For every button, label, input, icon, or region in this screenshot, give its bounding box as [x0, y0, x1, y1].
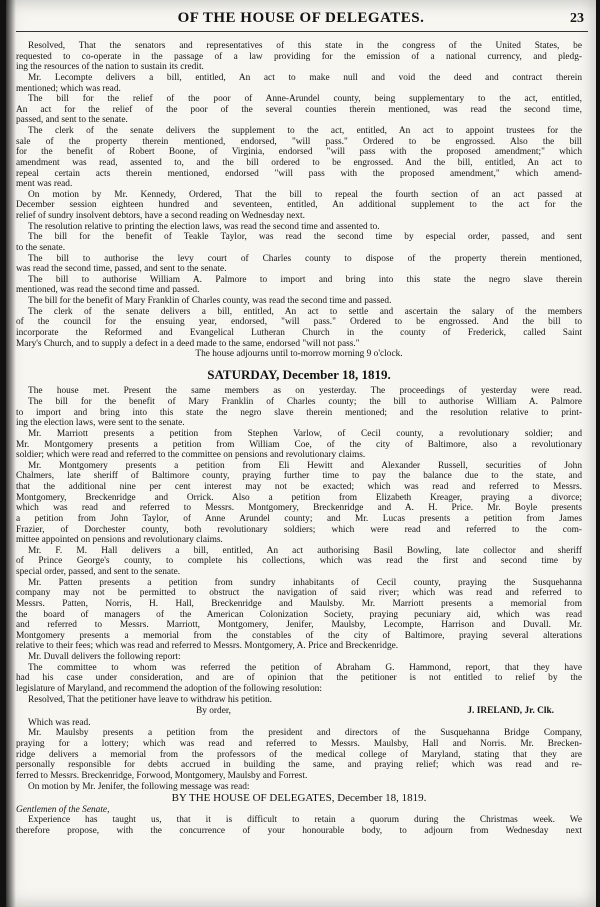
text-line: sale of the property therein mentioned, endorsed, "will pass." Ordered to be engrossed. Also the bill — [16, 136, 582, 147]
text-line: relief of sundry insolvent debtors, have a second reading on Wednesday next. — [16, 211, 305, 221]
text-line: The bill to authorise William A. Palmore to import and bring into this state the negro slave therein — [28, 274, 582, 285]
text-line: Chalmers, late sheriff of Baltimore county, praying further time to pay the balance due to the state, and — [16, 471, 582, 482]
text-line: praying for a lottery; which was read and referred to Messrs. Maulsby, Hall and Norris. Mr. Brecken- — [16, 739, 582, 749]
text-line: On motion by Mr. Kennedy, Ordered, That the bill to repeal the fourth section of an act passed at — [28, 189, 582, 200]
text-line: passed, and sent to the senate. — [16, 115, 128, 126]
text-line: Mr. Montgomery presents a petition from Eli Hewitt and Alexander Russell, securities of John — [28, 460, 582, 471]
text-line: An act for the relief of the poor of the several counties therein mentioned, was read the second time, — [16, 104, 582, 115]
text-line: a petition from John Taylor, of Anne Arundel county; and Mr. Lucas presents a petition from James — [16, 513, 582, 524]
text-line: mentioned; which was read. — [16, 83, 121, 94]
text-line: that the additional nine per cent interest may not be exacted; which was read and referred to Messrs. — [16, 482, 582, 492]
text-line: The clerk of the senate delivers the supplement to the act, entitled, An act to appoint trustees for the — [28, 126, 582, 136]
text-line: Resolved, That the senators and representatives of this state in the congress of the United States, be — [28, 41, 582, 51]
document-page — [6, 0, 596, 907]
text-line: amendment was read, assented to, and the bill ordered to be engrossed. And the bill, entitled, An act to — [16, 157, 582, 168]
text-line: of Prince George's county, to complete his collections, which was read the first and second time by — [16, 556, 582, 567]
text-line: ferred to Messrs. Breckenridge, Forwood, Montgomery, Maulsby and Forrest. — [16, 770, 308, 781]
page-header — [6, 10, 596, 30]
text-line: Messrs. Patten, Norris, H. Hall, Breckenridge and Maulsby. Mr. Marriott presents a memorial from — [16, 598, 582, 609]
text-line: ing the election laws, were sent to the senate. — [16, 418, 185, 429]
text-line: The committee to whom was referred the petition of Abraham G. Hammond, report, that they have — [28, 662, 582, 673]
text-line: special order, passed, and sent to the senate. — [16, 567, 181, 577]
text-line: relative to their fees; which was read and referred to Messrs. Montgomery, A. Price and Breckenridge. — [16, 641, 399, 652]
text-line: The bill to authorise the levy court of Charles county to dispose of the property therein mentioned, — [28, 253, 582, 264]
signature-row — [16, 706, 582, 717]
text-line: Mary's Church, and to supply a defect in a deed made to the same, endorsed "will not pass." — [16, 338, 360, 349]
text-line: and referred to Messrs. Marriott, Montgomery, Jenifer, Maulsby, Lecompte, Harrison and Duvall. Mr. — [16, 620, 582, 631]
text-line: mentioned, was read the second time and passed. — [16, 285, 200, 296]
text-line: Frazier, of Dorchester county, both revolutionary soldiers; which were read and referred to the com- — [16, 524, 582, 535]
text-line: Mr. Lecompte delivers a bill, entitled, An act to make null and void the deed and contract therein — [28, 72, 582, 83]
text-line: The resolution relative to printing the election laws, was read the second time and assented to. — [28, 221, 380, 232]
text-line: On motion by Mr. Jenifer, the following message was read: — [28, 781, 250, 792]
text-line: Mr. F. M. Hall delivers a bill, entitled, An act authorising Basil Bowling, late collector and sheriff — [28, 545, 582, 556]
text-line: to import and bring into this state the negro slave therein mentioned; and the resolution relative to print- — [16, 407, 582, 418]
text-line: The bill for the benefit of Teakle Taylor, was read the second time by especial order, passed, and sent — [28, 232, 582, 243]
text-line: Experience has taught us, that it is difficult to retain a quorum during the Christmas week. We — [28, 815, 582, 826]
text-line: company may not be permitted to obstruct the navigation of said river; which was read and referred to — [16, 588, 582, 599]
proceedings-section-2 — [16, 386, 582, 705]
text-line: ridge delivers a memorial from the professors of the medical college of Maryland, stating that they are — [16, 749, 582, 760]
text-line: the board of managers of the American Colonization Society, praying pecuniary aid, which was read — [16, 609, 582, 620]
text-line: requested to co-operate in the passage of a law providing for the emission of a national currency, and pledg- — [16, 51, 582, 62]
running-head: OF THE HOUSE OF DELEGATES. — [177, 10, 425, 26]
message-body — [16, 815, 582, 836]
text-line: The clerk of the senate delivers a bill, entitled, An act to settle and ascertain the salary of the members — [28, 306, 582, 317]
text-line: personally responsible for debts accrued in building the same, and praying relief; which was read and re- — [16, 760, 582, 771]
text-line: Montgomery presents a memorial from the constables of the city of Baltimore, praying several alterations — [16, 630, 582, 641]
text-line: for the benefit of Robert Boone, of Virginia, endorsed "will pass with the proposed amendment;" which — [16, 147, 582, 158]
text-line: The bill for the benefit of Mary Franklin of Charles county; the bill to authorise William A. Palmore — [28, 397, 582, 407]
text-line: ment was read. — [16, 179, 73, 190]
text-line: had his case under consideration, and are of opinion that the petitioner is not entitled to relief by the — [16, 673, 582, 684]
text-line: of the council for the ensuing year, endorsed, "will pass." Ordered to be engrossed. And the bill to — [16, 317, 582, 328]
text-line: The house met. Present the same members as on yesterday. The proceedings of yesterday were read. — [28, 386, 582, 397]
text-line: which was read and referred to Messrs. Montgomery, Breckenridge and A. H. Price. Mr. Boyle presents — [16, 503, 582, 514]
salutation: Gentlemen of the Senate, — [16, 804, 110, 815]
date-heading: SATURDAY, December 18, 1819. — [207, 366, 391, 382]
clerk-signature: J. IRELAND, Jr. Clk. — [467, 706, 554, 717]
text-line: Montgomery, Breckenridge and Orrick. Also a petition from Elizabeth Kreager, praying a divorce; — [16, 492, 582, 503]
text-line: incorporate the Reformed and Evangelical Lutheran Church in the county of Frederick, called Saint — [16, 327, 582, 338]
text-line: soldier; which were read and referred to the committee on pensions and revolutionary claims. — [16, 450, 366, 461]
text-line: December session eighteen hundred and seventeen, entitled, An additional supplement to the act for the — [16, 200, 582, 211]
text-line: Mr. Maulsby presents a petition from the president and directors of the Susquehanna Bridge Company, — [28, 728, 582, 739]
text-line: mittee appointed on pensions and revolutionary claims. — [16, 535, 223, 546]
text-line: Which was read. — [28, 717, 91, 728]
text-line: to the senate. — [16, 242, 66, 253]
text-line: Mr. Duvall delivers the following report: — [28, 652, 181, 662]
adjournment-line: The house adjourns until to-morrow morning 9 o'clock. — [195, 349, 403, 360]
proceedings-section-1 — [16, 41, 582, 349]
text-line: ing the resources of the nation to sustain its credit. — [16, 62, 204, 73]
message-heading: BY THE HOUSE OF DELEGATES, December 18, 1819. — [171, 792, 427, 805]
text-line: repeal certain acts therein mentioned, endorsed "will pass with the proposed amendment," which amend- — [16, 168, 582, 179]
journal-body — [16, 41, 582, 837]
text-line: Mr. Patten presents a petition from sundry inhabitants of Cecil county, praying the Susquehanna — [28, 577, 582, 588]
page-number: 23 — [570, 11, 584, 26]
text-line: Mr. Marriott presents a petition from Stephen Varlow, of Cecil county, a revolutionary soldier; and — [28, 428, 582, 439]
text-line: The bill for the benefit of Mary Franklin of Charles county, was read the second time and passed. — [28, 296, 392, 306]
text-line: Resolved, That the petitioner have leave to withdraw his petition. — [28, 694, 273, 705]
by-order-label: By order, — [196, 706, 231, 717]
text-line: legislature of Maryland, and recommend the adoption of the following resolution: — [16, 683, 322, 694]
text-line: The bill for the relief of the poor of Anne-Arundel county, being supplementary to the act, entitled, — [28, 94, 582, 105]
proceedings-section-3 — [16, 718, 582, 792]
header-rule — [16, 31, 588, 32]
text-line: Mr. Montgomery presents a petition from William Coe, of the city of Baltimore, also a revolutionary — [16, 439, 582, 450]
text-line: therefore propose, with the concurrence of your honourable body, to adjourn from Wednesday next — [16, 826, 582, 836]
text-line: was read the second time, passed, and sent to the senate. — [16, 264, 227, 275]
